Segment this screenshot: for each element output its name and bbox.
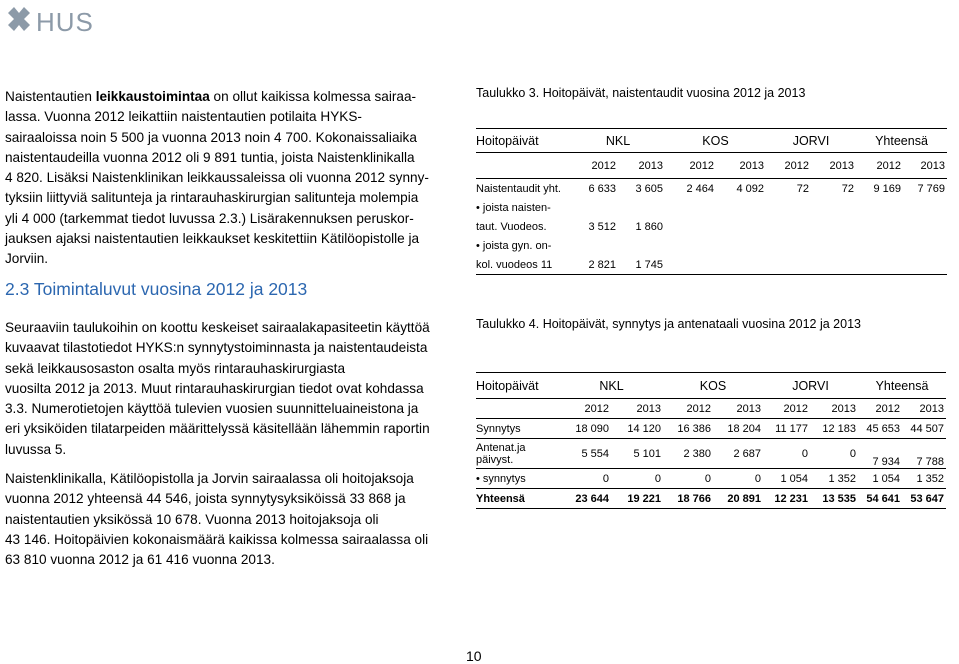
table-cell: 0 (560, 469, 611, 489)
table4-year: 2013 (810, 399, 858, 419)
table3-row-label: • joista gyn. on- (476, 239, 552, 252)
table-cell: 9 169 (873, 182, 901, 195)
table4-header-yhteensa: Yhteensä (858, 373, 946, 399)
table3-header-nkl: NKL (571, 129, 665, 153)
table4-header-kos: KOS (663, 373, 763, 399)
table-cell (571, 198, 947, 217)
paragraph-line: lassa. Vuonna 2012 leikattiin naistentautien potilaita HYKS- (5, 109, 362, 125)
table4-year-blank (476, 399, 560, 419)
table3-row-label: Naistentaudit yht. (476, 182, 561, 195)
paragraph-2 (5, 318, 453, 460)
label-line: päivyst. (476, 453, 514, 466)
paragraph-line: Naistenklinikalla, Kätilöopistolla ja Jorvin sairaalassa oli hoitojaksoja (5, 471, 414, 486)
table-cell: 18 204 (713, 419, 763, 439)
table3-row-label: • joista naisten- (476, 201, 551, 214)
table-cell: 7 769 (917, 182, 945, 195)
table4-header-nkl: NKL (560, 373, 663, 399)
paragraph-line: vuosilta 2012 ja 2013. Muut rintarauhaskirurgian tiedot ovat kohdassa (5, 380, 424, 396)
table-cell: 14 120 (611, 419, 663, 439)
table-cell: 44 507 (902, 419, 946, 439)
paragraph-line: jauksen ajaksi naistentautien leikkaukset keskitettiin Kätilöopistolle ja (5, 231, 420, 247)
paragraph-3 (5, 469, 453, 570)
table-cell: 18 766 (663, 489, 713, 509)
paragraph-line: naistentautien yksikössä 10 678. Vuonna 2013 hoitojaksoja oli (5, 511, 379, 527)
table3-year: 2013 (903, 153, 947, 179)
table4-row-label: Yhteensä (476, 489, 560, 509)
table-cell: 12 231 (763, 489, 810, 509)
table4-header-jorvi: JORVI (763, 373, 858, 399)
table-row (476, 179, 947, 199)
table-cell (571, 236, 947, 255)
table4-row-label: Synnytys (476, 419, 560, 439)
table3-year: 2013 (811, 153, 856, 179)
paragraph-line: yli 4 000 (tarkemmat tiedot luvussa 2.3.) Lisärakennuksen peruskor- (5, 210, 414, 226)
table4-row-label: • synnytys (476, 469, 560, 489)
table3-year: 2012 (665, 153, 716, 179)
table3-header-yhteensa: Yhteensä (856, 129, 947, 153)
table3-year: 2013 (716, 153, 766, 179)
paragraph-line: 43 146. Hoitopäivien kokonaismäärä kaikissa kolmessa sairaalassa oli (5, 531, 429, 547)
table-cell: 53 647 (902, 489, 946, 509)
paragraph-line: tyksiin liittyviä salitunteja ja rintarauhaskirurgian salitunteja molempia (5, 190, 419, 206)
paragraph-line: Seuraaviin taulukoihin on koottu keskeiset sairaalakapasiteetin käyttöä (5, 320, 430, 335)
table-cell: 7 934 (858, 439, 902, 469)
text-run: on ollut kaikissa kolmessa sairaa- (209, 89, 417, 104)
table3 (476, 128, 947, 275)
paragraph-line: Jorviin. (5, 251, 49, 267)
table-cell: 23 644 (560, 489, 611, 509)
table3-header-hoitopaivat: Hoitopäivät (476, 129, 571, 153)
table-row (476, 439, 946, 469)
table-cell: 1 745 (618, 255, 665, 275)
table-cell: 1 352 (902, 469, 946, 489)
paragraph-line: luvussa 5. (5, 441, 67, 457)
table4-year: 2012 (663, 399, 713, 419)
table-row (476, 236, 947, 255)
table3-year: 2012 (571, 153, 618, 179)
table4-year: 2013 (713, 399, 763, 419)
table-cell: 0 (663, 469, 713, 489)
paragraph-line: 63 810 vuonna 2012 ja 61 416 vuonna 2013. (5, 552, 275, 568)
paragraph-line: sekä leikkausosaston osalta myös rintarauhaskirurgiasta (5, 360, 346, 376)
table-row (476, 198, 947, 217)
table3-year: 2012 (856, 153, 903, 179)
table-cell: 1 054 (858, 469, 902, 489)
table-row (476, 419, 946, 439)
paragraph-line: vuonna 2012 yhteensä 44 546, joista synnytysyksiköissä 33 868 ja (5, 491, 406, 507)
hus-cross-icon (4, 5, 34, 39)
paragraph-line: sairaaloissa noin 5 500 ja vuonna 2013 noin 4 700. Kokonaissaliaika (5, 129, 417, 145)
table-cell: 1 352 (810, 469, 858, 489)
table3-header-jorvi: JORVI (766, 129, 856, 153)
intro-paragraph (5, 87, 452, 270)
paragraph-line: kuvaavat tilastotiedot HYKS:n synnytystoiminnasta ja naistentaudeista (5, 340, 428, 356)
table-cell: 5 101 (611, 439, 663, 469)
table-cell: 0 (763, 439, 810, 469)
table4-year: 2012 (560, 399, 611, 419)
table-cell: 0 (810, 439, 858, 469)
table-cell: 13 535 (810, 489, 858, 509)
table-row (476, 469, 946, 489)
table-cell: 72 (841, 182, 854, 195)
table-cell: 45 653 (858, 419, 902, 439)
table-cell (665, 255, 947, 275)
hus-logo (4, 2, 94, 42)
paragraph-line: 3.3. Numerotietojen käyttöä tulevien vuosien suunnitteluaineistona ja (5, 401, 419, 417)
table-cell: 4 092 (736, 182, 764, 195)
table-cell: 16 386 (663, 419, 713, 439)
text-run: Naistentautien (5, 89, 96, 104)
bold-term: leikkaustoimintaa (95, 89, 210, 104)
table-cell: 2 464 (686, 182, 714, 195)
table-cell: 1 054 (763, 469, 810, 489)
table3-year: 2013 (618, 153, 665, 179)
table4-year: 2012 (858, 399, 902, 419)
page-number: 10 (466, 648, 482, 664)
table4 (476, 372, 946, 509)
table-cell: 11 177 (763, 419, 810, 439)
table4-row-label (476, 439, 560, 469)
section-heading: 2.3 Toimintaluvut vuosina 2012 ja 2013 (5, 279, 308, 299)
table3-header-kos: KOS (665, 129, 766, 153)
table3-row-label: kol. vuodeos 11 (476, 255, 571, 275)
table3-year: 2012 (766, 153, 811, 179)
table4-year: 2012 (763, 399, 810, 419)
table-cell: 19 221 (611, 489, 663, 509)
table-cell: 6 633 (588, 182, 616, 195)
logo-text: HUS (36, 6, 94, 37)
table-row (476, 217, 947, 236)
paragraph-line: 4 820. Lisäksi Naistenklinikan leikkaussaleissa oli vuonna 2012 synny- (5, 170, 429, 186)
table3-caption: Taulukko 3. Hoitopäivät, naistentaudit vuosina 2012 ja 2013 (476, 86, 806, 100)
paragraph-line (5, 87, 452, 107)
table-cell: 3 605 (635, 182, 663, 195)
table-cell: 2 821 (571, 255, 618, 275)
table-cell: 2 687 (713, 439, 763, 469)
table-cell: 3 512 (588, 220, 616, 233)
table3-row-label: taut. Vuodeos. (476, 220, 547, 233)
table4-caption: Taulukko 4. Hoitopäivät, synnytys ja antenataali vuosina 2012 ja 2013 (476, 317, 861, 331)
table-row (476, 255, 947, 275)
table-cell: 2 380 (663, 439, 713, 469)
table-cell: 0 (713, 469, 763, 489)
paragraph-line: naistentaudeilla vuonna 2012 oli 9 891 tuntia, joista Naistenklinikalla (5, 149, 415, 165)
table-cell: 7 788 (902, 439, 946, 469)
table3-year-blank (476, 153, 571, 179)
table-row-total (476, 489, 946, 509)
table-cell: 12 183 (810, 419, 858, 439)
table-cell: 0 (611, 469, 663, 489)
table-cell (665, 217, 947, 236)
table-cell: 5 554 (560, 439, 611, 469)
table-cell: 54 641 (858, 489, 902, 509)
table-cell: 20 891 (713, 489, 763, 509)
table-cell: 1 860 (635, 220, 663, 233)
label-line: Antenat.ja (476, 441, 526, 454)
table4-header-hoitopaivat: Hoitopäivät (476, 373, 560, 399)
paragraph-line: eri yksiköiden tilatarpeiden määrittelyssä käsitellään lähemmin raportin (5, 421, 430, 437)
table4-year: 2013 (902, 399, 946, 419)
table4-year: 2013 (611, 399, 663, 419)
table-cell: 18 090 (560, 419, 611, 439)
table-cell: 72 (796, 182, 809, 195)
